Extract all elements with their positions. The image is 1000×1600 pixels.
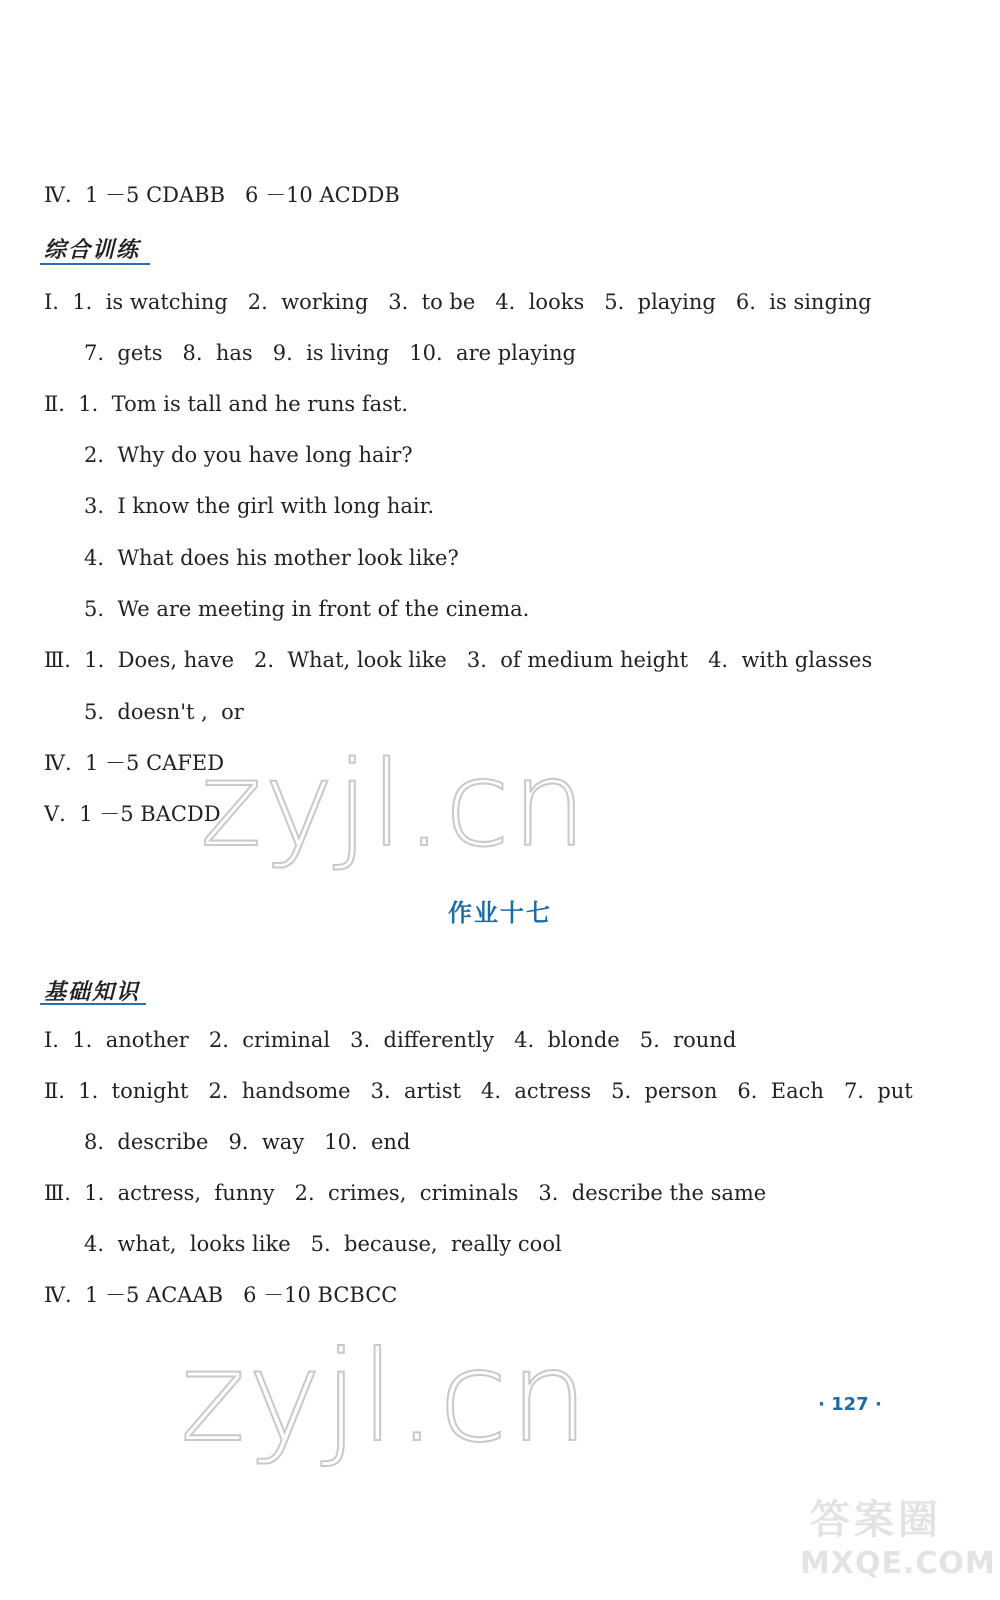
- answer-line-ii-4: 4. What does his mother look like?: [84, 546, 459, 570]
- answer-line-v: Ⅴ. 1 －5 BACDD: [44, 802, 221, 826]
- page-number: · 127 ·: [818, 1394, 882, 1415]
- chapter-title: 作业十七: [448, 899, 552, 927]
- corner-watermark-site: MXQE.COM: [800, 1546, 996, 1581]
- corner-watermark-logo: 答案圈: [810, 1497, 942, 1543]
- answer-line-ii-cont: 8. describe 9. way 10. end: [84, 1130, 411, 1154]
- answer-line-ii-5: 5. We are meeting in front of the cinema.: [84, 597, 530, 621]
- answer-line-i-cont: 7. gets 8. has 9. is living 10. are playing: [84, 341, 576, 365]
- answer-line-iv: Ⅳ. 1 －5 CAFED: [44, 751, 225, 775]
- answer-line-ii: Ⅱ. 1. Tom is tall and he runs fast.: [44, 392, 409, 416]
- answer-line-ii-2: 2. Why do you have long hair?: [84, 443, 413, 467]
- watermark-text: zyjl.cn: [180, 1325, 591, 1470]
- section-underline: [40, 1003, 146, 1005]
- answer-line-iii: Ⅲ. 1. actress, funny 2. crimes, criminals 3. describe the same: [44, 1181, 767, 1205]
- watermark-text: zyjl.cn: [200, 735, 589, 873]
- answer-line-ii: Ⅱ. 1. tonight 2. handsome 3. artist 4. actress 5. person 6. Each 7. put: [44, 1079, 913, 1103]
- answer-line-iv-top: Ⅳ. 1 －5 CDABB 6 －10 ACDDB: [44, 183, 400, 207]
- section-header-basic: 基础知识: [44, 979, 141, 1005]
- answer-line-iii: Ⅲ. 1. Does, have 2. What, look like 3. of medium height 4. with glasses: [44, 648, 873, 672]
- answer-line-ii-3: 3. I know the girl with long hair.: [84, 494, 435, 518]
- section-header-comprehensive: 综合训练: [44, 237, 141, 263]
- answer-line-iii-cont: 4. what, looks like 5. because, really cool: [84, 1232, 562, 1256]
- section-underline: [40, 263, 150, 265]
- answer-line-iv: Ⅳ. 1 －5 ACAAB 6 －10 BCBCC: [44, 1283, 398, 1307]
- answer-line-iii-cont: 5. doesn't , or: [84, 700, 244, 724]
- answer-line-i: Ⅰ. 1. is watching 2. working 3. to be 4. looks 5. playing 6. is singing: [44, 290, 872, 314]
- answer-line-i: Ⅰ. 1. another 2. criminal 3. differently 4. blonde 5. round: [44, 1028, 737, 1052]
